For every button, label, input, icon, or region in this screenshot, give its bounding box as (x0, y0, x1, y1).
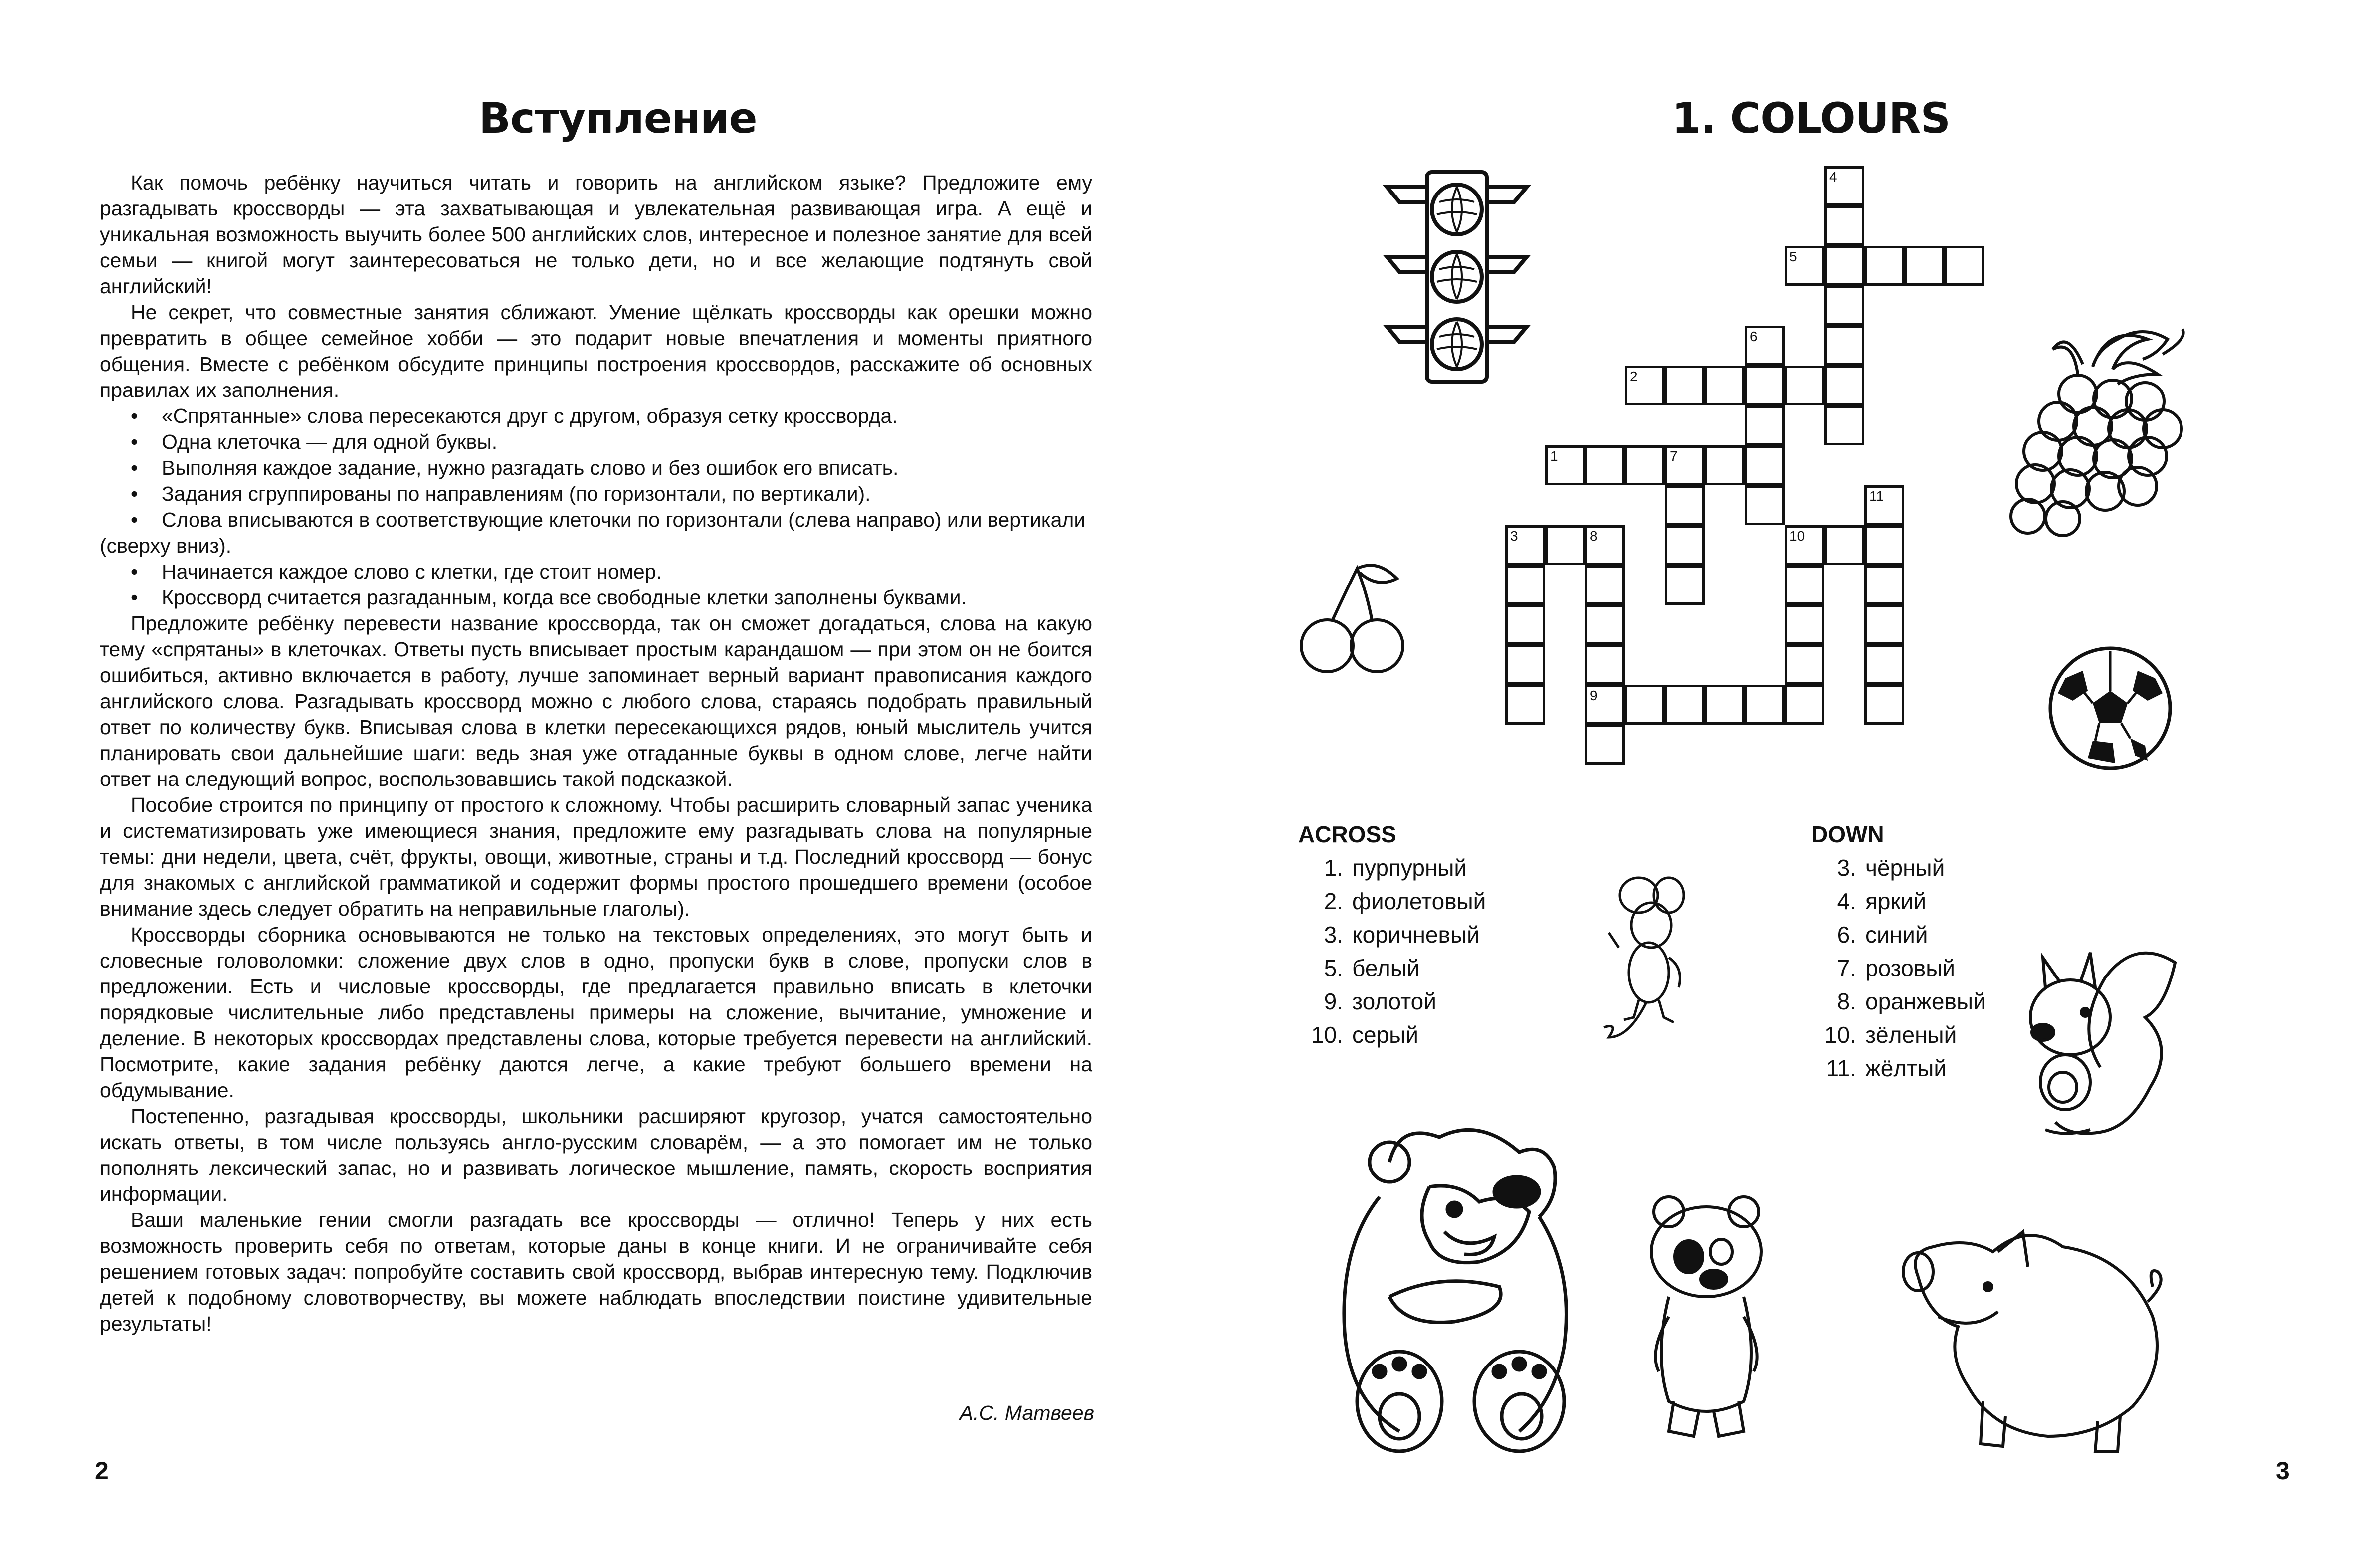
squirrel-icon (2015, 938, 2185, 1152)
crossword-cell[interactable] (1585, 725, 1625, 765)
crossword-cell[interactable] (1585, 605, 1625, 645)
crossword-cell[interactable] (1785, 645, 1824, 685)
crossword-cell[interactable] (1545, 525, 1585, 565)
crossword-cell[interactable] (1745, 685, 1785, 725)
crossword-cell[interactable] (1505, 685, 1545, 725)
list-item: • Задания сгруппированы по направлениям (по горизонтали, по вертикали). (131, 482, 871, 505)
crossword-cell[interactable] (1705, 445, 1745, 485)
list-item: • Кроссворд считается разгаданным, когда все свободные клетки заполнены буквами. (131, 586, 967, 609)
crossword-cell[interactable] (1665, 525, 1705, 565)
crossword-cell[interactable] (1824, 246, 1864, 286)
paragraph: Ваши маленькие гении смогли разгадать все кроссворды — отлично! Теперь у них есть возможность проверить себя по ответам, которые даны в конце книги. И не ограничивайте себя решением готовых задач: попробуйте составить свой кроссворд, выбрав интересную тему. Подключив детей к подобному словотворчеству, вы можете наблюдать впоследствии поистине удивительные результаты! (100, 1208, 1092, 1335)
crossword-cell[interactable] (1585, 565, 1625, 605)
clue-number: 8 (1590, 528, 1598, 544)
clue-number: 7 (1670, 448, 1678, 464)
clue-item: 11. жёлтый (1826, 1055, 1947, 1081)
crossword-cell[interactable] (1505, 645, 1545, 685)
crossword-cell[interactable] (1745, 485, 1785, 525)
crossword-cell[interactable] (1864, 565, 1904, 605)
crossword-cell[interactable] (1904, 246, 1944, 286)
clue-number: 11 (1869, 488, 1884, 504)
clue-number: 10 (1789, 528, 1805, 544)
author-signature: А.С. Матвеев (959, 1401, 1094, 1424)
list-item: • Одна клеточка — для одной буквы. (131, 430, 498, 453)
cherries-icon (1297, 559, 1417, 678)
mouse-icon (1599, 873, 1694, 1057)
across-clues (1298, 818, 1486, 1052)
crossword-cell[interactable] (1505, 605, 1545, 645)
crossword-cell[interactable] (1824, 286, 1864, 326)
crossword-cell[interactable] (1705, 366, 1745, 405)
crossword-cell[interactable] (1824, 206, 1864, 246)
clue-item: 10. зёленый (1824, 1022, 1957, 1048)
clue-item: 4. яркий (1837, 888, 1927, 914)
paragraph: Пособие строится по принципу от простого к сложному. Чтобы расширить словарный запас ученика и систематизировать уже имеющиеся знания, предложите ему разгадывать слова на популярные темы: дни недели, цвета, счёт, фрукты, овощи, животные, страны и т.д. Последний кроссворд — бонус для знакомых с английской грамматикой и содержит формы простого прошедшего времени (особое внимание здесь следует обратить на неправильные глаголы). (100, 793, 1092, 920)
paragraph: Постепенно, разгадывая кроссворды, школьники расширяют кругозор, учатся самостоятельно искать ответы, в том числе пользуясь англо-русским словарём, — а это помогает им не только пополнять лексический запас, но и развивать логическое мышление, память, скорость восприятия информации. (100, 1105, 1092, 1205)
paragraph: Не секрет, что совместные занятия сближают. Умение щёлкать кроссворды как орешки можно превратить в общее семейное хобби — это подарит новые впечатления и моменты приятного общения. Вместе с ребёнком обсудите принципы построения кроссвордов, расскажите об основных правилах их заполнения. (100, 301, 1092, 401)
crossword-cell[interactable] (1665, 366, 1705, 405)
clue-item: 3. коричневый (1324, 922, 1480, 948)
crossword-cell[interactable] (1864, 246, 1904, 286)
right-page (1190, 0, 2380, 1561)
clue-number: 5 (1789, 249, 1797, 264)
paragraph: Предложите ребёнку перевести название кроссворда, так он сможет догадаться, слова на какую тему «спрятаны» в клеточках. Ответы пусть вписывает простым карандашом — при этом он не боится ошибиться, активно включается в работу, лучше запоминает верный вариант правописания каждого английского слова. Разгадывать кроссворд можно с любого слова, стараясь подобрать правильный ответ по количеству букв. Вписывая слова в клетки пересекающихся рядов, юный мыслитель учится планировать свои дальнейшие шаги: ведь зная уже отгаданные буквы в одном слове, легче найти ответ на следующий вопрос, воспользовавшись такой подсказкой. (100, 612, 1092, 790)
crossword-cell[interactable] (1824, 326, 1864, 366)
paragraph: Как помочь ребёнку научиться читать и говорить на английском языке? Предложите ему разгадывать кроссворды — эта захватывающая и увлекательная развивающая игра. А ещё и уникальная возможность выучить более 500 английских слов, интересное и полезное занятие для всей семьи — книгой могут заинтересоваться не только дети, но и все желающие подтянуть свой английский! (100, 171, 1092, 298)
crossword-cell[interactable] (1705, 685, 1745, 725)
crossword-cell[interactable] (1745, 445, 1785, 485)
crossword-cell[interactable] (1665, 685, 1705, 725)
crossword-cell[interactable] (1785, 605, 1824, 645)
crossword-cell[interactable] (1585, 445, 1625, 485)
page-number: 3 (2276, 1457, 2290, 1485)
soccer-ball-icon (2045, 643, 2175, 773)
crossword-cell[interactable] (1864, 685, 1904, 725)
crossword-cell[interactable] (1625, 685, 1665, 725)
crossword-cell[interactable] (1824, 366, 1864, 405)
clue-number: 4 (1829, 169, 1837, 185)
clue-item: 9. золотой (1324, 988, 1436, 1014)
crossword-cell[interactable] (1665, 485, 1705, 525)
crossword-cell[interactable] (1785, 565, 1824, 605)
crossword-cell[interactable] (1864, 525, 1904, 565)
crossword-cell[interactable] (1585, 645, 1625, 685)
clue-number: 6 (1750, 329, 1758, 344)
intro-text (100, 170, 1092, 1337)
traffic-light-icon (1380, 167, 1534, 387)
crossword-cell[interactable] (1785, 366, 1824, 405)
clue-item: 7. розовый (1837, 955, 1956, 981)
crossword-cell[interactable] (1824, 405, 1864, 445)
clue-item: 6. синий (1837, 922, 1928, 948)
clue-number: 1 (1550, 448, 1558, 464)
crossword-title: 1. COLOURS (1672, 94, 1950, 143)
bear-icon (1330, 1122, 1589, 1466)
crossword-cell[interactable] (1944, 246, 1984, 286)
page-title: Вступление (479, 94, 757, 143)
list-item: • Выполняя каждое задание, нужно разгадать слово и без ошибок его вписать. (131, 456, 899, 479)
down-clues (1811, 818, 1986, 1085)
list-item: • Слова вписываются в соответствующие клеточки по горизонтали (слева направо) или вертикали (сверху вниз). (100, 508, 1086, 557)
crossword-cell[interactable] (1824, 525, 1864, 565)
clue-item: 3. чёрный (1837, 855, 1945, 881)
crossword-cell[interactable] (1625, 445, 1665, 485)
clue-item: 8. оранжевый (1837, 988, 1986, 1014)
crossword-cell[interactable] (1785, 685, 1824, 725)
clue-item: 1. пурпурный (1324, 855, 1467, 881)
down-heading: DOWN (1811, 821, 1884, 847)
list-item: • «Спрятанные» слова пересекаются друг с другом, образуя сетку кроссворда. (131, 404, 898, 427)
clue-number: 2 (1630, 369, 1638, 384)
rules-list (100, 403, 1092, 610)
crossword-cell[interactable] (1665, 565, 1705, 605)
crossword-cell[interactable] (1864, 645, 1904, 685)
list-item: • Начинается каждое слово с клетки, где стоит номер. (131, 560, 662, 583)
bear-cub-icon (1639, 1192, 1774, 1441)
clue-item: 10. серый (1311, 1022, 1418, 1048)
paragraph: Кроссворды сборника основываются не только на текстовых определениях, это могут быть и словесные головоломки: сложение двух слов в одно, пропуски букв в слове, пропуски слов в предложении. Есть и числовые кроссворды, где предлагается правильно вписать в клеточки порядковые числительные либо представлены примеры на сложение, вычитание, умножение и деление. В некоторых кроссвордах представлены слова, которые требуется перевести на английский. Посмотрите, какие задания ребёнку даются легче, а какие требуют большего времени на обдумывание. (100, 923, 1092, 1102)
crossword-cell[interactable] (1745, 366, 1785, 405)
grapes-icon (1998, 319, 2202, 539)
crossword-cell[interactable] (1745, 405, 1785, 445)
crossword-cell[interactable] (1864, 605, 1904, 645)
clue-number: 3 (1510, 528, 1518, 544)
page-number: 2 (95, 1457, 109, 1485)
across-heading: ACROSS (1298, 821, 1396, 847)
clue-item: 2. фиолетовый (1324, 888, 1486, 914)
clue-number: 9 (1590, 688, 1598, 703)
clue-item: 5. белый (1324, 955, 1420, 981)
crossword-cell[interactable] (1505, 565, 1545, 605)
pig-icon (1898, 1217, 2173, 1461)
